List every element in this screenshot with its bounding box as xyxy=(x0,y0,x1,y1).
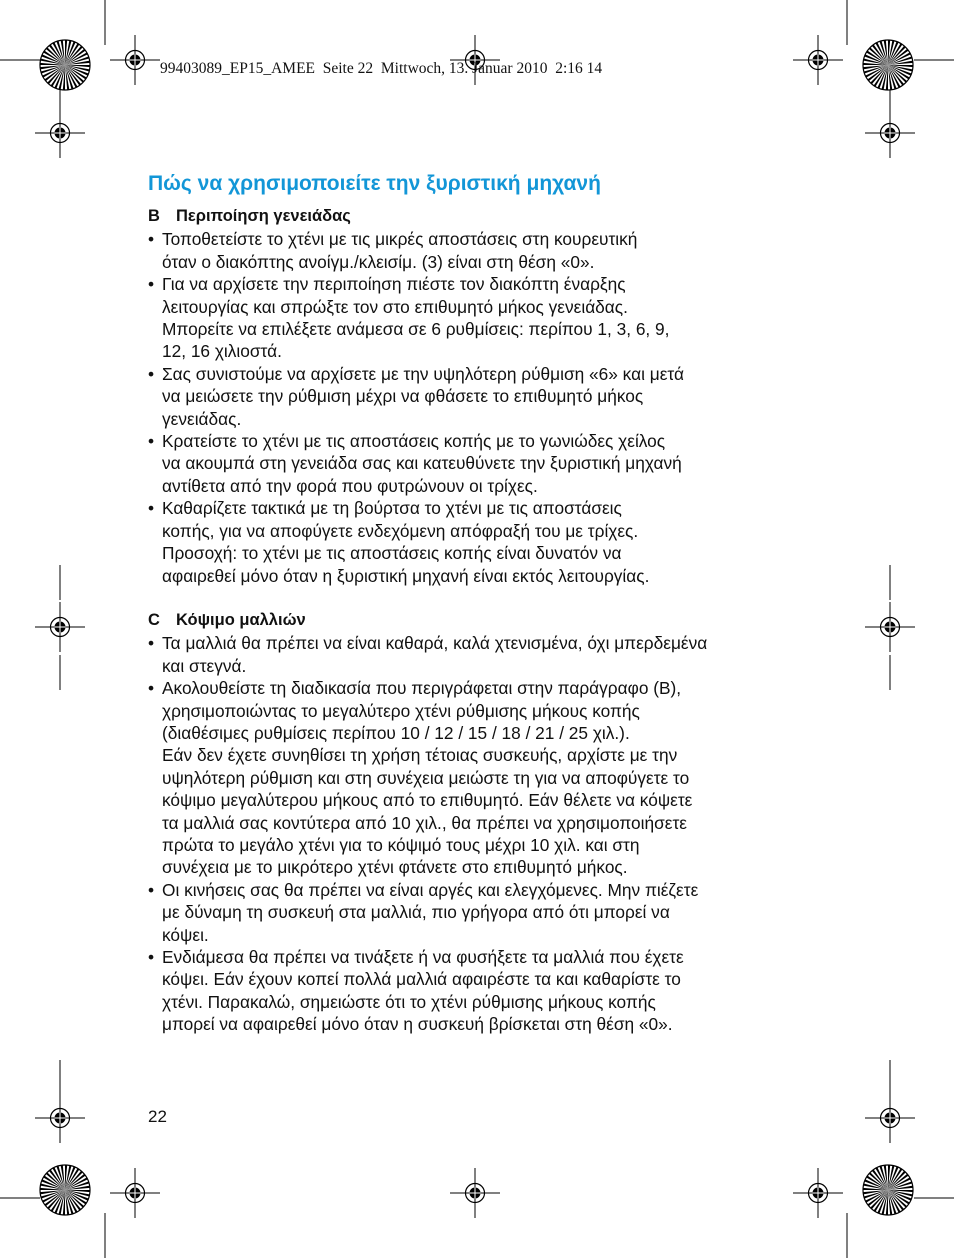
text-line: γενειάδας. xyxy=(162,408,242,429)
text-line: να ακουμπά στη γενειάδα σας και κατευθύνετε την ξυριστική μηχανή xyxy=(162,453,682,474)
section-letter: C xyxy=(148,610,160,629)
section-heading-text: Περιποίηση γενειάδας xyxy=(176,207,351,225)
bullet-item xyxy=(148,497,813,587)
registration-mark xyxy=(865,108,915,158)
starburst-target xyxy=(863,40,913,90)
bullet-list xyxy=(148,228,813,587)
bullet-item xyxy=(148,363,813,430)
text-line: μπορεί να αφαιρεθεί μόνο όταν η συσκευή βρίσκεται στη θέση «0». xyxy=(162,1014,673,1035)
text-line: • Οι κινήσεις σας θα πρέπει να είναι αργές και ελεγχόμενες. Μην πιέζετε xyxy=(162,879,699,900)
bullet-item xyxy=(148,879,813,946)
section-heading-text: Κόψιμο μαλλιών xyxy=(176,610,306,629)
text-line: • Σας συνιστούμε να αρχίσετε με την υψηλότερη ρύθμιση «6» και μετά xyxy=(162,363,684,384)
text-line: συνέχεια με το μικρότερο χτένι φτάνετε στο επιθυμητό μήκος. xyxy=(162,857,628,878)
page-title: Πώς να χρησιμοποιείτε την ξυριστική μηχανή xyxy=(148,172,601,195)
registration-mark xyxy=(793,35,843,85)
text-line: λειτουργίας και σπρώξτε τον στο επιθυμητό μήκος γενειάδας. xyxy=(162,296,628,317)
registration-mark xyxy=(450,1168,500,1218)
registration-mark xyxy=(793,1168,843,1218)
registration-mark xyxy=(35,1093,85,1143)
text-line: τα μαλλιά σας κοντύτερα από 10 χιλ., θα πρέπει να χρησιμοποιήσετε xyxy=(162,812,687,833)
text-line: αντίθετα από την φορά που φυτρώνουν οι τρίχες. xyxy=(162,475,538,496)
section-heading xyxy=(148,609,813,631)
text-line: κόψει. Εάν έχουν κοπεί πολλά μαλλιά αφαιρέστε τα και καθαρίστε το xyxy=(162,969,681,990)
registration-mark xyxy=(35,108,85,158)
registration-mark xyxy=(865,1093,915,1143)
text-line: • Καθαρίζετε τακτικά με τη βούρτσα το χτένι με τις αποστάσεις xyxy=(162,498,622,519)
text-line: κόψει. xyxy=(162,924,209,945)
registration-mark xyxy=(35,602,85,652)
bullet-item xyxy=(148,946,813,1036)
text-line: πρώτα το μεγάλο χτένι για το κόψιμό τους μέχρι 10 χιλ. και στη xyxy=(162,834,640,855)
section-b xyxy=(148,205,813,587)
starburst-target xyxy=(40,40,90,90)
section-heading xyxy=(148,205,813,227)
text-line: • Κρατείστε το χτένι με τις αποστάσεις κοπής με το γωνιώδες χείλος xyxy=(162,431,666,452)
text-line: με δύναμη τη συσκευή στα μαλλιά, πιο γρήγορα από ότι μπορεί να xyxy=(162,902,670,923)
text-line: • Ενδιάμεσα θα πρέπει να τινάξετε ή να φυσήξετε τα μαλλιά που έχετε xyxy=(162,947,684,967)
text-line: Προσοχή: το χτένι με τις αποστάσεις κοπής είναι δυνατόν να xyxy=(162,543,622,564)
text-line: Εάν δεν έχετε συνηθίσει τη χρήση τέτοιας συσκευής, αρχίστε με την xyxy=(162,745,678,766)
text-line: • Ακολουθείστε τη διαδικασία που περιγράφεται στην παράγραφο (B), xyxy=(162,678,682,699)
bullet-item xyxy=(148,677,813,879)
bullet-item xyxy=(148,430,813,497)
page-number: 22 xyxy=(148,1107,167,1126)
text-line: • Για να αρχίσετε την περιποίηση πιέστε τον διακόπτη έναρξης xyxy=(162,274,626,295)
print-slug: 99403089_EP15_AMEE Seite 22 Mittwoch, 13. Januar 2010 2:16 14 xyxy=(160,60,603,77)
text-line: όταν ο διακόπτης ανοίγμ./κλεισίμ. (3) είναι στη θέση «0». xyxy=(162,251,595,272)
text-line: (διαθέσιμες ρυθμίσεις περίπου 10 / 12 / 15 / 18 / 21 / 25 χιλ.). xyxy=(162,722,630,743)
text-line: 12, 16 χιλιοστά. xyxy=(162,341,282,362)
registration-mark xyxy=(865,602,915,652)
text-line: και στεγνά. xyxy=(162,655,247,676)
instructions-body xyxy=(148,205,813,1036)
text-line: υψηλότερη ρύθμιση και στη συνέχεια μειώστε τη για να αποφύγετε το xyxy=(162,767,690,788)
text-line: αφαιρεθεί μόνο όταν η ξυριστική μηχανή είναι εκτός λειτουργίας. xyxy=(162,565,650,586)
bullet-item xyxy=(148,632,813,677)
text-line: Μπορείτε να επιλέξετε ανάμεσα σε 6 ρυθμίσεις: περίπου 1, 3, 6, 9, xyxy=(162,319,670,340)
starburst-target xyxy=(863,1165,913,1215)
text-line: χτένι. Παρακαλώ, σημειώστε ότι το χτένι ρύθμισης μήκους κοπής xyxy=(162,991,656,1012)
text-line: • Τα μαλλιά θα πρέπει να είναι καθαρά, καλά χτενισμένα, όχι μπερδεμένα xyxy=(162,633,708,654)
text-line: χρησιμοποιώντας το μεγαλύτερο χτένι ρύθμισης μήκους κοπής xyxy=(162,700,640,721)
section-letter: B xyxy=(148,207,160,225)
registration-mark xyxy=(110,1168,160,1218)
text-line: κοπής, για να αποφύγετε ενδεχόμενη απόφραξή του με τρίχες. xyxy=(162,520,639,541)
section-c xyxy=(148,609,813,1036)
text-line: να μειώσετε την ρύθμιση μέχρι να φθάσετε το επιθυμητό μήκος xyxy=(162,386,644,407)
bullet-item xyxy=(148,273,813,363)
registration-mark xyxy=(110,35,160,85)
text-line: κόψιμο μεγαλύτερου μήκους από το επιθυμητό. Εάν θέλετε να κόψετε xyxy=(162,790,693,811)
bullet-list xyxy=(148,632,813,1035)
bullet-item xyxy=(148,228,813,273)
text-line: • Τοποθετείστε το χτένι με τις μικρές αποστάσεις στη κουρευτική xyxy=(162,229,638,250)
starburst-target xyxy=(40,1165,90,1215)
